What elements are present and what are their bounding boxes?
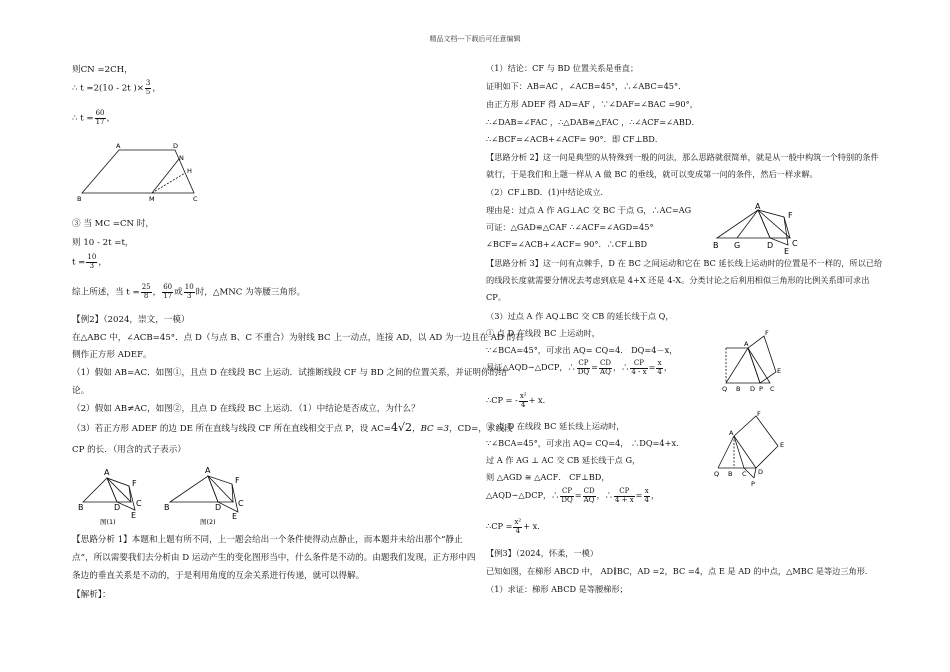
text-line: （2）假如 AB≠AC，如图②，且点 D 在线段 BC 上运动．（1）中结论是否成立，为什么？: [72, 404, 420, 414]
example-heading: 【例3】（2024，怀柔，一模）: [486, 548, 599, 558]
point-label: D: [758, 468, 764, 476]
text-line: 过 A 作 AG ⊥ AC 交 CB 延长线于点 G，: [486, 455, 641, 465]
text-line: 论。: [72, 386, 90, 396]
text-line: （1）假如 AB=AC．如图①，且点 D 在线段 BC 上运动．试推断线段 CF 与 BD 之间的位置关系，并证明你的结: [72, 368, 507, 378]
point-label: P: [759, 385, 763, 393]
text-line: 证明如下：AB=AC ，∠ACB=45°，∴∠ABC=45°．: [486, 81, 687, 91]
point-label: D: [750, 385, 756, 393]
text-line: ∠BCF=∠ACB+∠ACF= 90°．∴CF⊥BD: [486, 239, 648, 249]
point-label: D: [767, 241, 774, 250]
text-line: 则 △AGD ≅ △ACF． CF⊥BD，: [486, 472, 610, 482]
text-line: ∵∠BCA=45°，可求出 AQ= CQ=4． DQ=4－x，: [486, 345, 678, 355]
text-line: （2）CF⊥BD．(1)中结论成立．: [486, 187, 609, 197]
point-label: F: [765, 329, 769, 337]
equation-line: △AQD∽△DCP，∴ $\frac{CP}{DQ}$ = $\frac{CD}{AQ}$ ，∴ $\frac{CP}{4 + x}$ = $\frac{x}{4}$ ，: [486, 487, 660, 504]
text-line: （1）结论：CF 与 BD 位置关系是垂直；: [486, 63, 639, 73]
point-label: G: [734, 241, 741, 250]
text-line: ∵∠BCA=45°，可求出 AQ= CQ=4， ∴DQ=4+x．: [486, 438, 685, 448]
text-line: （1）求证：梯形 ABCD 是等腰梯形；: [486, 584, 628, 594]
point-label: H: [187, 167, 192, 175]
point-label: E: [777, 367, 782, 375]
equation-line: 综上所述，当 t = $\frac{25}{8}$ ， $\frac{60}{17}$ 或 $\frac{10}{3}$ 时，△MNC 为等腰三角形。: [72, 283, 306, 300]
figure-case-one: [718, 328, 788, 398]
square-figures: [78, 466, 308, 526]
point-label: C: [136, 499, 142, 508]
figure-caption: 图(1): [100, 518, 116, 526]
text-line: 理由是：过点 A 作 AG⊥AC 交 BC 于点 G，∴AC=AG: [486, 205, 692, 215]
point-label: D: [173, 142, 179, 150]
point-label: A: [116, 142, 121, 150]
point-label: C: [770, 385, 775, 393]
equation-line: t = $\frac{10}{3}$ ，: [72, 253, 107, 270]
text-line: ① 点 D 在线段 BC 上运动时，: [486, 328, 600, 338]
text-line: 可证：△GAD≌△CAF ∴∠ACF=∠AGD=45°: [486, 222, 654, 232]
analysis-line: 条边的垂直关系是不动的，于是利用角度的互余关系进行传递，就可以得解。: [72, 571, 365, 581]
analysis-line: 的线段长度就需要分情况去考虑到底是 4+X 还是 4-X。分类讨论之后利用相似三角形的比例关系即可求出: [486, 275, 870, 285]
point-label: E: [232, 512, 238, 521]
text-line: （3）若正方形 ADEF 的边 DE 所在直线与线段 CF 所在直线相交于点 P，设 AC=4√2，BC =3，CD=，求线段: [72, 421, 513, 434]
equation-line: ∴ t = $\frac{60}{17}$ ，: [72, 109, 116, 126]
point-label: A: [755, 202, 761, 211]
point-label: Q: [722, 385, 728, 393]
equation-line: ∴ t =2(10 - 2t )× $\frac{3}{5}$ ，: [72, 79, 161, 96]
text-line: ③ 当 MC =CN 时，: [72, 219, 154, 229]
text-line: 已知如图，在梯形 ABCD 中， AD∥BC，AD =2，BC =4，点 E 是 AD 的中点，△MBC 是等边三角形．: [486, 566, 874, 576]
point-label: D: [215, 503, 222, 512]
point-label: D: [114, 503, 121, 512]
point-label: E: [784, 247, 790, 256]
analysis-line: 【思路分析 3】这一问有点棘手，D 在 BC 之间运动和它在 BC 延长线上运动时的位置是不一样的，所以已给: [486, 258, 883, 268]
analysis-line: CP。: [486, 292, 506, 302]
equation-line: 易证△AQD∽△DCP，∴ $\frac{CP}{DQ}$ = $\frac{CD}{AQ}$ ，∴ $\frac{CP}{4 - x}$ = $\frac{x}{4}$ ，: [486, 359, 673, 376]
page-header: 精品文档---下载后可任意编辑: [429, 35, 521, 43]
equation-line: ∴CP = - $\frac{\text{x²}}{4}$ + x．: [486, 392, 551, 409]
point-label: P: [751, 480, 755, 488]
figure-caption: 图(2): [200, 518, 216, 526]
text-line: 由正方形 ADEF 得 AD=AF ，∵∠DAF=∠BAC =90°，: [486, 99, 698, 109]
example-heading: 【例2】（2024，崇文，一模）: [72, 315, 190, 325]
point-label: F: [235, 476, 240, 485]
point-label: B: [164, 503, 170, 512]
analysis-line: 点”，所以需要我们去分析由 D 运动产生的变化图形当中，什么条件是不动的。由题我们发现，正方形中四: [72, 553, 476, 563]
figure-ag-construction: [712, 202, 807, 256]
point-label: C: [238, 499, 244, 508]
analysis-line: 【思路分析 1】本题和上题有所不同，上一题会给出一个条件使得动点静止，而本题并未给出那个“静止: [72, 535, 463, 545]
point-label: Q: [714, 470, 720, 478]
point-label: C: [792, 239, 798, 248]
point-label: C: [742, 470, 747, 478]
analysis-line: 【思路分析 2】这一问是典型的从特殊到一般的问法，那么思路就很简单，就是从一般中构筑一个特别的条件: [486, 152, 879, 162]
trapezoid-figure: [72, 140, 202, 205]
point-label: B: [77, 195, 82, 203]
text-line: CP 的长．（用含的式子表示）: [72, 445, 186, 455]
text-line: 则CN =2CH，: [72, 65, 133, 75]
point-label: A: [205, 466, 211, 475]
point-label: A: [104, 468, 110, 477]
figure-case-two: [714, 412, 789, 487]
point-label: M: [149, 195, 155, 203]
text-line: ∴∠BCF=∠ACB+∠ACF= 90°．即 CF⊥BD．: [486, 134, 664, 144]
point-label: E: [131, 511, 137, 520]
point-label: B: [736, 385, 741, 393]
point-label: C: [193, 195, 198, 203]
point-label: A: [744, 340, 749, 348]
point-label: B: [713, 241, 719, 250]
point-label: F: [757, 410, 761, 418]
point-label: N: [179, 154, 184, 162]
point-label: F: [132, 479, 137, 488]
point-label: B: [728, 470, 733, 478]
text-line: 在△ABC 中，∠ACB=45°．点 D（与点 B、C 不重合）为射线 BC 上一动点，连接 AD，以 AD 为一边且在 AD 的右: [72, 333, 524, 343]
analysis-line: 就行，于是我们和上题一样从 A 做 BC 的垂线，就可以变成第一问的条件，然后一样求解。: [486, 169, 818, 179]
point-label: A: [729, 429, 734, 437]
text-line: 侧作正方形 ADEF。: [72, 350, 152, 360]
point-label: B: [78, 503, 84, 512]
point-label: E: [780, 441, 785, 449]
equation-line: ∴CP = $\frac{\text{x²}}{4}$ + x．: [486, 518, 546, 535]
text-line: 则 10 - 2t =t，: [72, 238, 134, 248]
text-line: ② 点 D 在线段 BC 延长线上运动时，: [486, 421, 625, 431]
text-line: ∴∠DAB=∠FAC ，∴△DAB≌△FAC ，∴∠ACF=∠ABD．: [486, 117, 700, 127]
text-line: （3）过点 A 作 AQ⊥BC 交 CB 的延长线于点 Q，: [486, 311, 674, 321]
solution-heading: 【解析】：: [72, 590, 111, 600]
point-label: F: [788, 211, 793, 220]
